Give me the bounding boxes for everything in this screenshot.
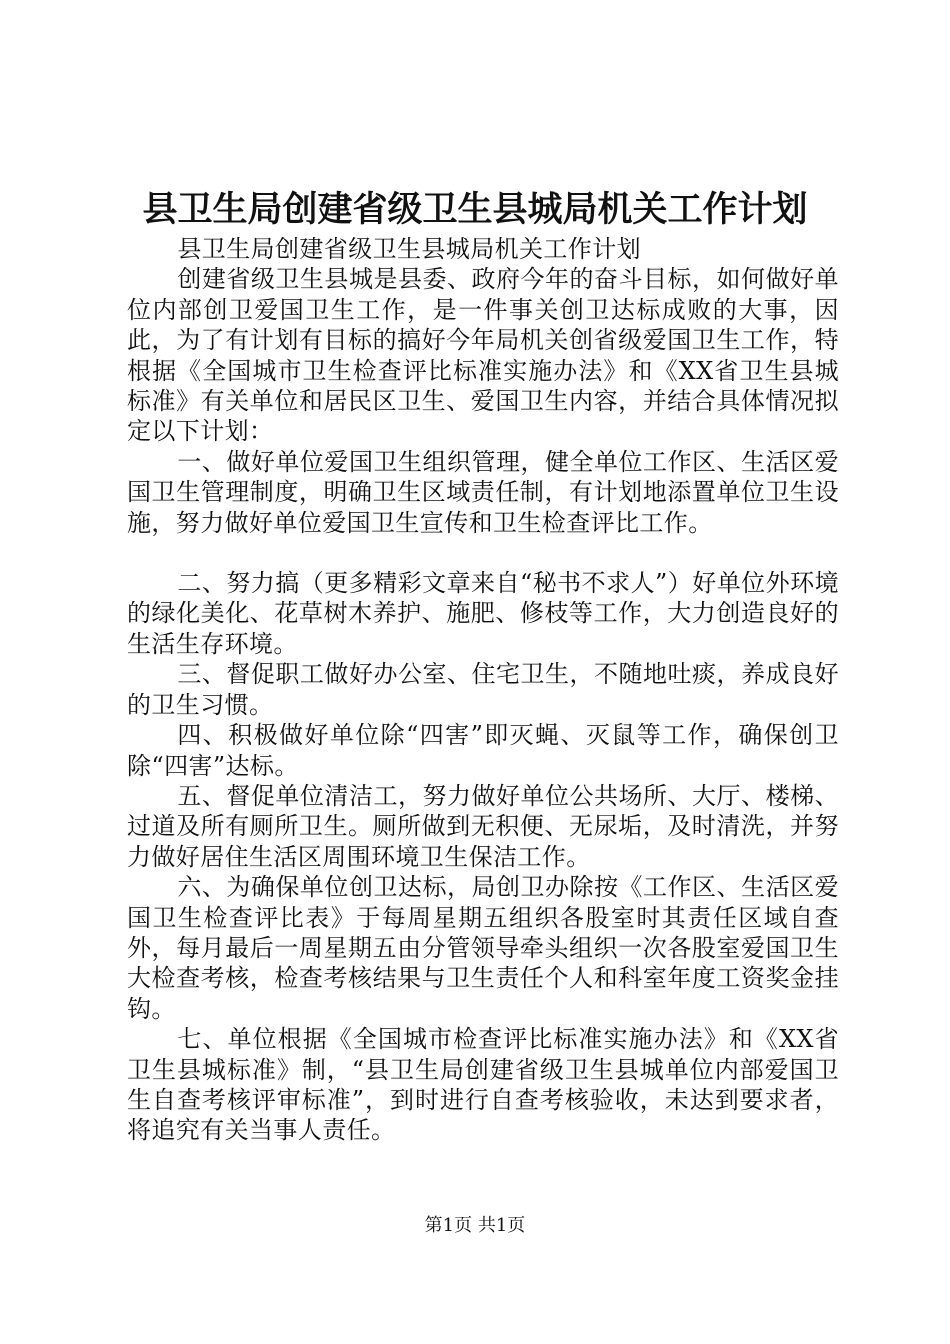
document-title: 县卫生局创建省级卫生县城局机关工作计划 (142, 189, 808, 230)
document-body (127, 234, 839, 1146)
paragraph-item-7: 七、单位根据《全国城市检查评比标准实施办法》和《XX省卫生县城标准》制，“县卫生局创建省级卫生县城单位内部爱国卫生自查考核评审标准”，到时进行自查考核验收，未达到要求者，将追究有关当事人责任。 (127, 1025, 839, 1145)
paragraph-item-4: 四、积极做好单位除“四害”即灭蝇、灭鼠等工作，确保创卫除“四害”达标。 (127, 721, 839, 780)
paragraph-subtitle: 县卫生局创建省级卫生县城局机关工作计划 (177, 235, 641, 263)
paragraph-item-5: 五、督促单位清洁工，努力做好单位公共场所、大厅、楼梯、过道及所有厕所卫生。厕所做到无积便、无尿垢，及时清洗，并努力做好居住生活区周围环境卫生保洁工作。 (127, 781, 839, 871)
paragraph-intro: 创建省级卫生县城是县委、政府今年的奋斗目标，如何做好单位内部创卫爱国卫生工作，是一件事关创卫达标成败的大事，因此，为了有计划有目标的搞好今年局机关创省级爱国卫生工作，特根据《全国城市卫生检查评比标准实施办法》和《XX省卫生县城标准》有关单位和居民区卫生、爱国卫生内容，并结合具体情况拟定以下计划： (127, 265, 839, 446)
paragraph-item-1: 一、做好单位爱国卫生组织管理，健全单位工作区、生活区爱国卫生管理制度，明确卫生区域责任制，有计划地添置单位卫生设施，努力做好单位爱国卫生宣传和卫生检查评比工作。 (127, 447, 839, 537)
paragraph-item-6: 六、为确保单位创卫达标，局创卫办除按《工作区、生活区爱国卫生检查评比表》于每周星期五组织各股室时其责任区域自查外，每月最后一周星期五由分管领导牵头组织一次各股室爱国卫生大检查考核，检查考核结果与卫生责任个人和科室年度工资奖金挂钩。 (127, 873, 839, 1023)
page-footer: 第1页 共1页 (424, 1215, 526, 1236)
paragraph-item-2: 二、努力搞（更多精彩文章来自“秘书不求人”）好单位外环境的绿化美化、花草树木养护、施肥、修枝等工作，大力创造良好的生活生存环境。 (127, 569, 839, 658)
paragraph-item-3: 三、督促职工做好办公室、住宅卫生，不随地吐痰，养成良好的卫生习惯。 (127, 660, 839, 719)
